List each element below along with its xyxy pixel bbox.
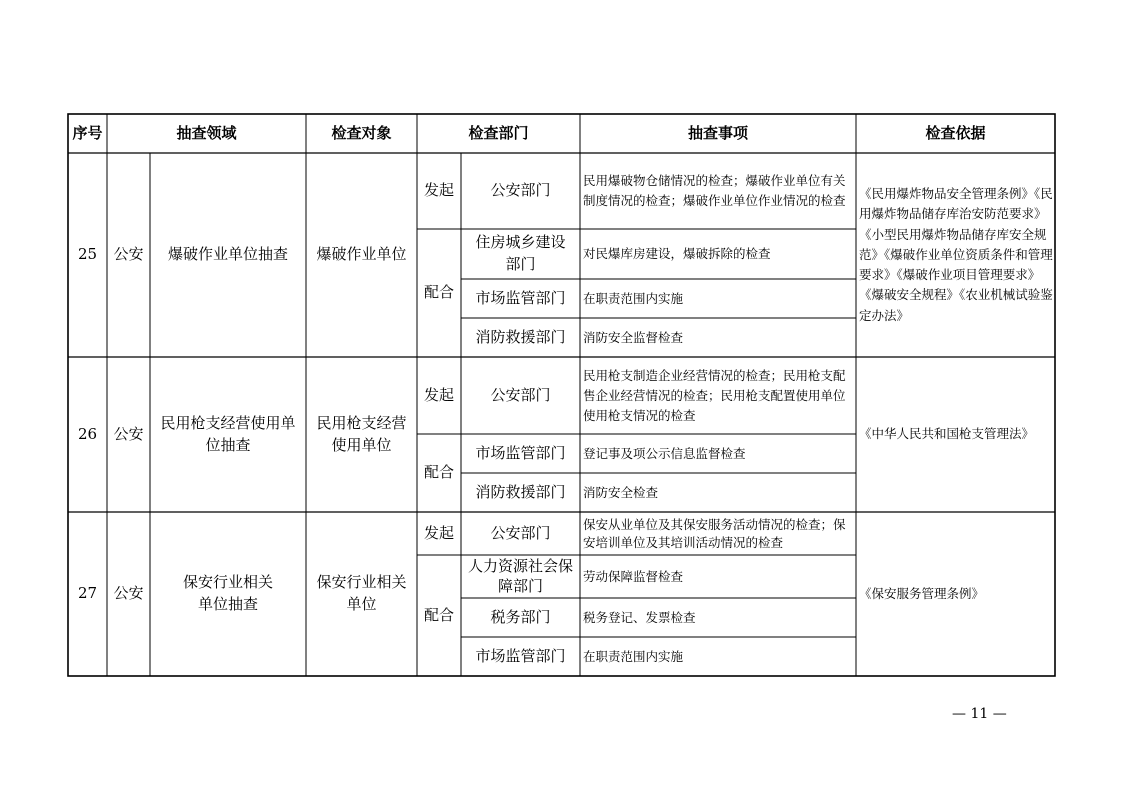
- row-26-initiate-dept: 公安部门: [490, 385, 551, 404]
- row-27-initiate-dept: 公安部门: [490, 523, 551, 542]
- page-number: — 11 —: [952, 706, 1007, 722]
- row-25-name: 爆破作业单位抽查: [167, 245, 288, 264]
- row-26-coop-1-items: 登记事及项公示信息监督检查: [583, 445, 746, 461]
- row-27-seq: 27: [77, 584, 98, 603]
- row-26-initiate-items: 民用枪支制造企业经营情况的检查；民用枪支配售企业经营情况的检查；民用枪支配置使用单位使用枪支情况的检查: [583, 367, 846, 423]
- row-25-domain: 公安: [113, 245, 144, 264]
- row-26-domain: 公安: [113, 424, 144, 443]
- row-25-coop-2-dept: 市场监管部门: [475, 288, 566, 307]
- row-26-coop-2-dept: 消防救援部门: [475, 482, 566, 501]
- header-object: 检查对象: [331, 123, 392, 142]
- row-27-object: 保安行业相关单位: [316, 573, 407, 613]
- row-27-initiate-label: 发起: [423, 523, 454, 542]
- row-25-initiate-dept: 公安部门: [490, 181, 551, 200]
- row-27-cooperate-label: 配合: [423, 605, 454, 624]
- row-26-basis: 《中华人民共和国枪支管理法》: [859, 426, 1035, 442]
- row-25-basis: 《民用爆炸物品安全管理条例》《民用爆炸物品储存库治安防范要求》《小型民用爆炸物品储存库安全规范》《爆破作业单位资质条件和管理要求》《爆破作业项目管理要求》《爆破安全规程》《农业机械试验鉴定办法》: [859, 186, 1053, 323]
- row-25-coop-3-items: 消防安全监督检查: [583, 329, 684, 345]
- row-25-coop-1-items: 对民爆库房建设，爆破拆除的检查: [583, 246, 771, 261]
- row-27-initiate-items: 保安从业单位及其保安服务活动情况的检查；保安培训单位及其培训活动情况的检查: [583, 517, 846, 550]
- row-26-coop-2-items: 消防安全检查: [583, 484, 659, 500]
- row-25-initiate-label: 发起: [423, 181, 454, 200]
- header-basis: 检查依据: [925, 123, 986, 142]
- row-27-coop-1-dept: 人力资源社会保障部门: [467, 557, 573, 595]
- header-seq: 序号: [72, 123, 103, 142]
- row-26-coop-1-dept: 市场监管部门: [475, 443, 566, 462]
- row-25-initiate-items: 民用爆破物仓储情况的检查；爆破作业单位有关制度情况的检查；爆破作业单位作业情况的检查: [583, 173, 846, 208]
- row-27-domain: 公安: [113, 584, 144, 603]
- row-27-coop-2-dept: 税务部门: [490, 607, 551, 626]
- row-27-coop-1-items: 劳动保障监督检查: [583, 568, 684, 584]
- row-26-cooperate-label: 配合: [423, 463, 454, 482]
- row-27-coop-3-items: 在职责范围内实施: [583, 648, 684, 664]
- header-dept: 检查部门: [468, 123, 529, 142]
- header-domain: 抽查领域: [176, 123, 237, 142]
- row-26-seq: 26: [77, 424, 98, 443]
- row-27-name: 保安行业相关单位抽查: [182, 573, 273, 613]
- row-25-coop-2-items: 在职责范围内实施: [583, 290, 684, 306]
- row-26-initiate-label: 发起: [423, 385, 454, 404]
- row-25-seq: 25: [77, 245, 98, 264]
- row-27-coop-2-items: 税务登记、发票检查: [583, 609, 696, 625]
- row-27-coop-3-dept: 市场监管部门: [475, 646, 566, 665]
- header-items: 抽查事项: [687, 123, 748, 142]
- row-26-object: 民用枪支经营使用单位: [316, 413, 407, 454]
- row-25-object: 爆破作业单位: [316, 245, 407, 264]
- row-27-basis: 《保安服务管理条例》: [859, 585, 985, 601]
- row-25-coop-3-dept: 消防救援部门: [475, 327, 566, 346]
- row-25-coop-1-dept: 住房城乡建设部门: [475, 233, 566, 273]
- row-25-cooperate-label: 配合: [423, 283, 454, 302]
- row-26-name: 民用枪支经营使用单位抽查: [160, 413, 296, 454]
